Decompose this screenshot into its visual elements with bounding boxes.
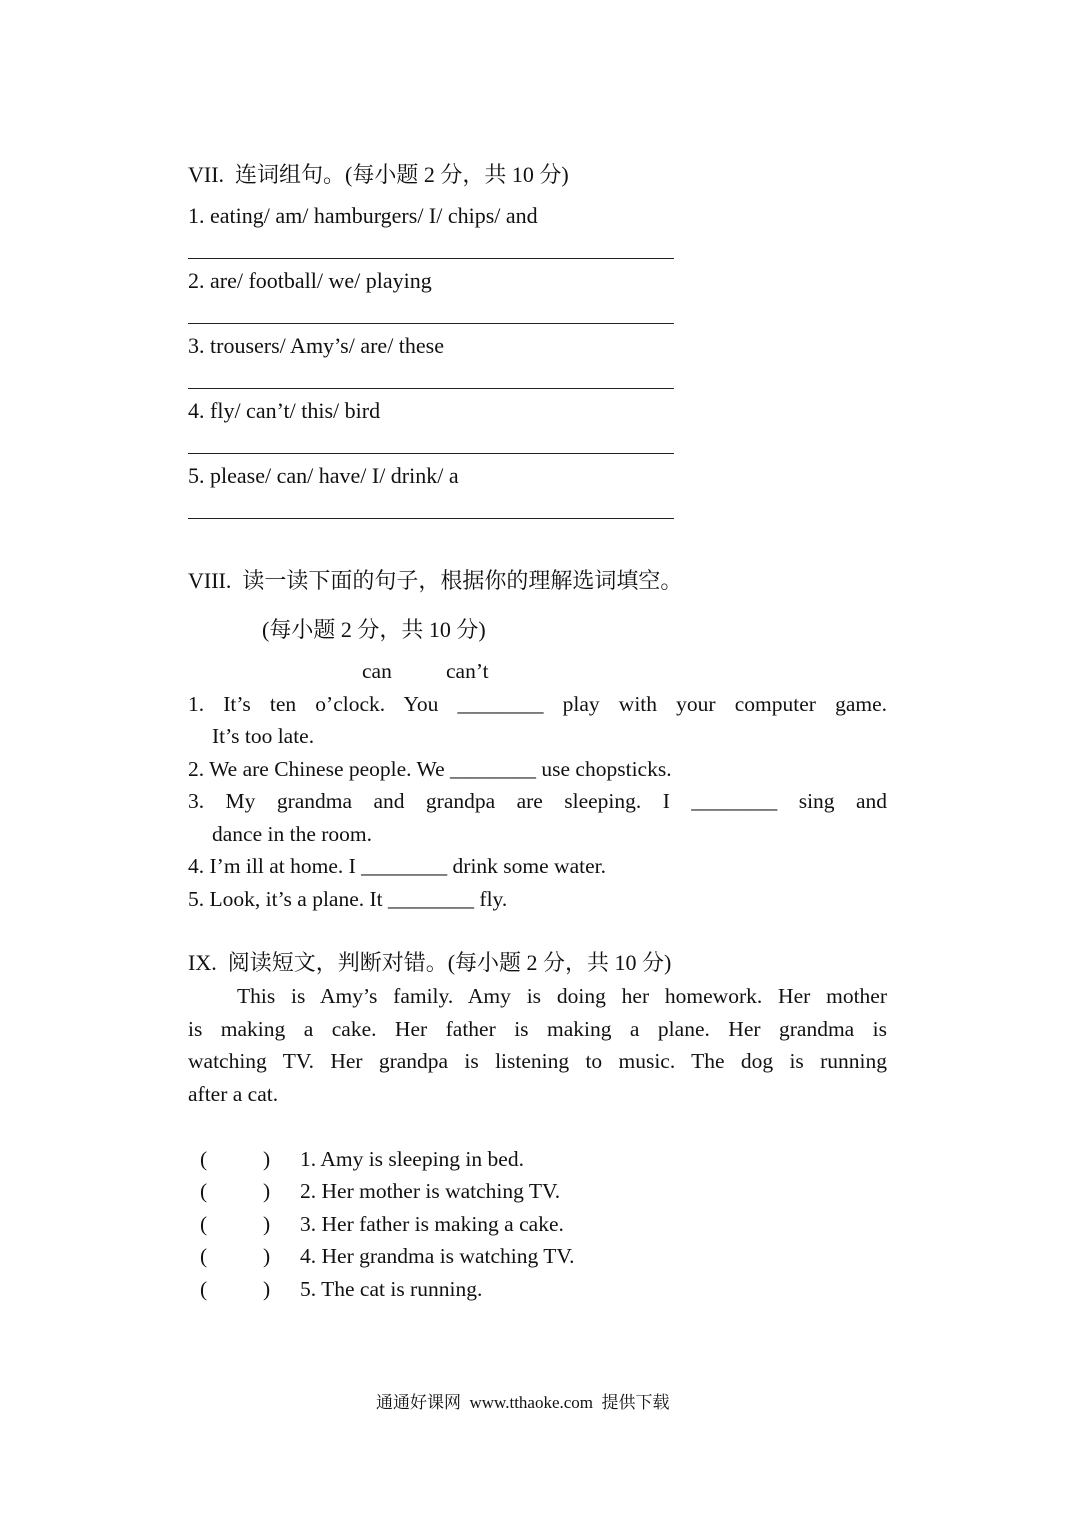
answer-bracket-open[interactable]: (: [200, 1147, 208, 1171]
answer-line-3[interactable]: [188, 388, 674, 389]
answer-bracket-close[interactable]: ): [263, 1244, 271, 1268]
section-8-q2: 2. We are Chinese people. We ________ use chopsticks.: [188, 757, 672, 781]
answer-bracket-close[interactable]: ): [263, 1212, 271, 1236]
answer-bracket-open[interactable]: (: [200, 1212, 208, 1236]
section-8-q5: 5. Look, it’s a plane. It ________ fly.: [188, 887, 508, 911]
section-7-item-5: 5. please/ can/ have/ I/ drink/ a: [188, 463, 459, 488]
section-7-item-4: 4. fly/ can’t/ this/ bird: [188, 398, 381, 423]
footer-text: 通通好课网 www.tthaoke.com 提供下载: [376, 1393, 670, 1412]
section-7-item-3: 3. trousers/ Amy’s/ are/ these: [188, 333, 445, 358]
answer-line-5[interactable]: [188, 518, 674, 519]
answer-line-4[interactable]: [188, 453, 674, 454]
answer-bracket-close[interactable]: ): [263, 1277, 271, 1301]
section-8-q3: 3. My grandma and grandpa are sleeping. I ________ sing and: [188, 789, 887, 813]
answer-bracket-open[interactable]: (: [200, 1244, 208, 1268]
statement-1: 1. Amy is sleeping in bed.: [300, 1147, 524, 1171]
statement-4: 4. Her grandma is watching TV.: [300, 1244, 575, 1268]
section-7-heading: VII. 连词组句。(每小题 2 分，共 10 分): [188, 162, 569, 187]
passage-line-1: This is Amy’s family. Amy is doing her homework. Her mother: [237, 984, 887, 1008]
passage-line-2: is making a cake. Her father is making a plane. Her grandma is: [188, 1017, 887, 1041]
answer-bracket-open[interactable]: (: [200, 1179, 208, 1203]
section-8-q1-cont: It’s too late.: [212, 724, 315, 748]
section-8-subheading: (每小题 2 分，共 10 分): [262, 617, 486, 642]
section-8-q3-cont: dance in the room.: [212, 822, 373, 846]
passage-line-4: after a cat.: [188, 1082, 279, 1106]
option-can: can: [362, 659, 392, 683]
section-8-heading: VIII. 读一读下面的句子，根据你的理解选词填空。: [188, 568, 683, 593]
answer-bracket-close[interactable]: ): [263, 1179, 271, 1203]
section-7-item-2: 2. are/ football/ we/ playing: [188, 268, 432, 293]
section-9-heading: IX. 阅读短文，判断对错。(每小题 2 分，共 10 分): [188, 950, 672, 975]
passage-line-3: watching TV. Her grandpa is listening to music. The dog is running: [188, 1049, 887, 1073]
answer-line-1[interactable]: [188, 258, 674, 259]
statement-5: 5. The cat is running.: [300, 1277, 483, 1301]
answer-bracket-close[interactable]: ): [263, 1147, 271, 1171]
statement-3: 3. Her father is making a cake.: [300, 1212, 564, 1236]
option-cant: can’t: [446, 659, 489, 683]
statement-2: 2. Her mother is watching TV.: [300, 1179, 561, 1203]
section-7-item-1: 1. eating/ am/ hamburgers/ I/ chips/ and: [188, 203, 538, 228]
section-8-q1: 1. It’s ten o’clock. You ________ play with your computer game.: [188, 692, 887, 716]
answer-line-2[interactable]: [188, 323, 674, 324]
section-8-q4: 4. I’m ill at home. I ________ drink some water.: [188, 854, 606, 878]
answer-bracket-open[interactable]: (: [200, 1277, 208, 1301]
